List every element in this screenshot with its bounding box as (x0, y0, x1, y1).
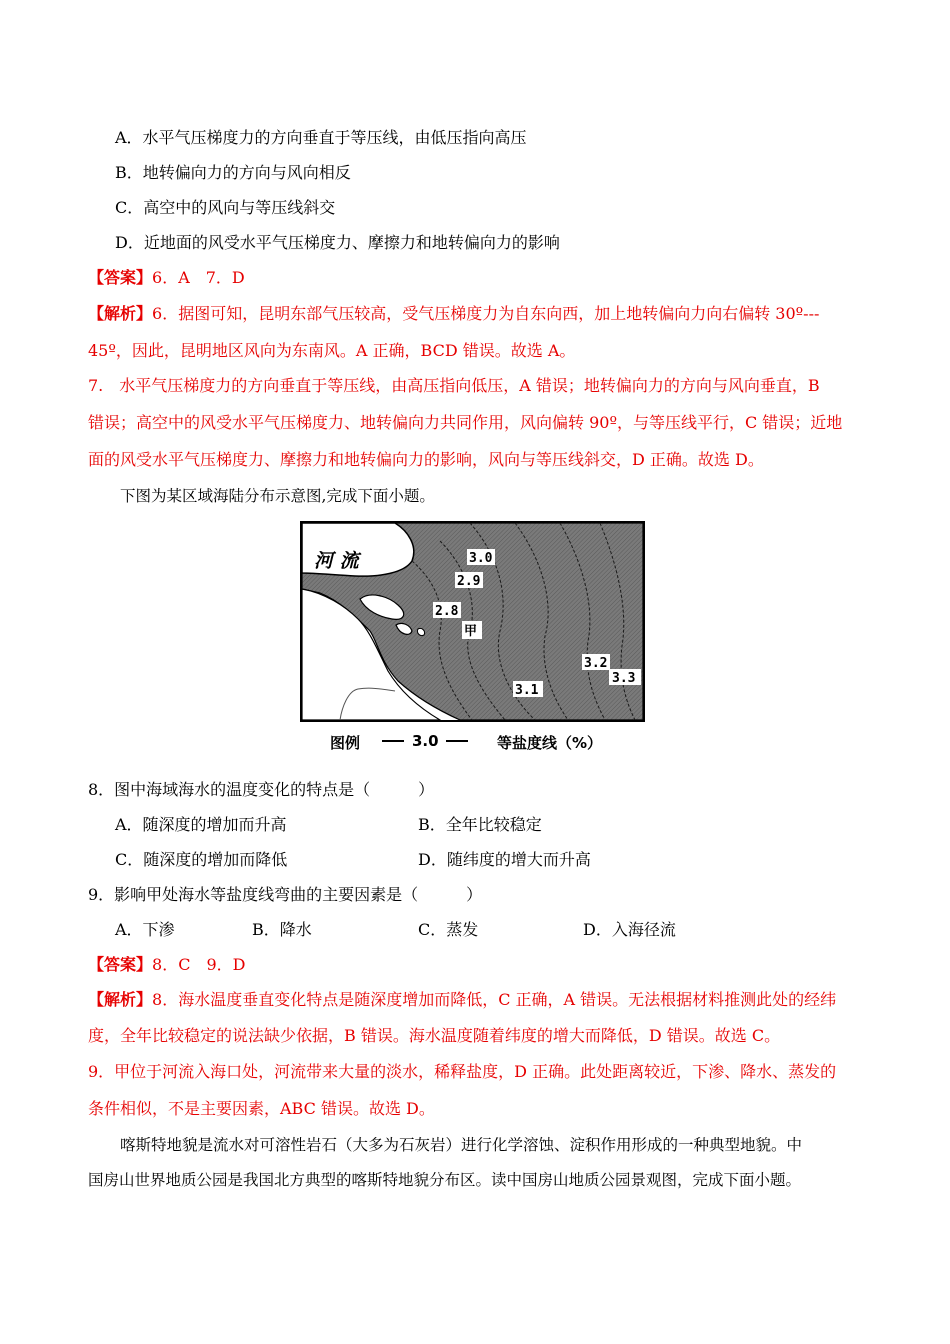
answer-text: 6．A 7．D (152, 268, 245, 287)
isoline-label-3-0: 3.0 (469, 551, 493, 566)
q8-option-b: B．全年比较稳定 (418, 815, 542, 834)
isoline-label-2-9: 2.9 (457, 574, 481, 589)
answer-text: 8．C 9．D (152, 955, 246, 974)
map-legend (300, 728, 645, 754)
analysis-label: 【解析】 (88, 990, 153, 1009)
analysis-label: 【解析】 (88, 304, 153, 323)
sea-land-salinity-map (300, 521, 645, 755)
legend-line-right (446, 740, 468, 742)
legend-value: 3.0 (412, 732, 439, 750)
legend-text: 等盐度线（%） (497, 734, 603, 752)
answer-label: 【答案】 (88, 268, 153, 287)
q7-option-b: B．地转偏向力的方向与风向相反 (115, 163, 351, 182)
point-jia-label: 甲 (464, 624, 478, 639)
isoline-label-3-3: 3.3 (612, 671, 636, 686)
intro-8-9: 下图为某区域海陆分布示意图,完成下面小题。 (120, 487, 435, 505)
q8-option-d: D．随纬度的增大而升高 (418, 850, 591, 869)
island-tiny (417, 628, 424, 635)
analysis-6-7-line1 (88, 304, 819, 324)
analysis-8-9-line1 (88, 990, 836, 1010)
analysis-6-7-line5: 面的风受水平气压梯度力、摩擦力和地转偏向力的影响，风向与等压线斜交，D 正确。故选 D。 (88, 450, 764, 469)
answer-6-7 (88, 268, 245, 288)
river-label: 河 流 (314, 550, 359, 572)
q8-option-a: A．随深度的增加而升高 (115, 815, 287, 834)
analysis-6-7-line2: 45º，因此，昆明地区风向为东南风。A 正确，BCD 错误。故选 A。 (88, 341, 576, 360)
analysis-8-9-line2: 度，全年比较稳定的说法缺少依据，B 错误。海水温度随着纬度的增大而降低，D 错误。故选 C。 (88, 1026, 781, 1045)
isoline-label-3-2: 3.2 (584, 656, 608, 671)
q7-option-d: D．近地面的风受水平气压梯度力、摩擦力和地转偏向力的影响 (115, 233, 560, 252)
legend-prefix: 图例 (330, 734, 361, 752)
q8-option-c: C．随深度的增加而降低 (115, 850, 288, 869)
q9-option-d: D．入海径流 (583, 920, 676, 939)
q9-option-a: A．下渗 (115, 920, 175, 939)
legend-line-left (382, 740, 404, 742)
answer-label: 【答案】 (88, 955, 153, 974)
analysis-text: 8．海水温度垂直变化特点是随深度增加而降低，C 正确，A 错误。无法根据材料推测此处的经纬 (152, 990, 837, 1009)
intro-karst-line2: 国房山世界地质公园是我国北方典型的喀斯特地貌分布区。读中国房山地质公园景观图，完成下面小题。 (88, 1171, 802, 1189)
analysis-8-9-line4: 条件相似，不是主要因素，ABC 错误。故选 D。 (88, 1099, 435, 1118)
analysis-text: 6．据图可知，昆明东部气压较高，受气压梯度力为自东向西，加上地转偏向力向右偏转 30º--- (152, 304, 820, 323)
isoline-label-3-1: 3.1 (515, 683, 539, 698)
intro-karst-line1: 喀斯特地貌是流水对可溶性岩石（大多为石灰岩）进行化学溶蚀、淀积作用形成的一种典型地貌。中 (120, 1136, 803, 1154)
analysis-6-7-line3: 7. 水平气压梯度力的方向垂直于等压线，由高压指向低压，A 错误；地转偏向力的方向与风向垂直，B (88, 376, 820, 395)
q9-stem: 9．影响甲处海水等盐度线弯曲的主要因素是（ ） (88, 885, 483, 904)
q7-option-a: A．水平气压梯度力的方向垂直于等压线，由低压指向高压 (115, 128, 527, 147)
analysis-6-7-line4: 错误；高空中的风受水平气压梯度力、地转偏向力共同作用，风向偏转 90º，与等压线平行，C 错误；近地 (88, 413, 843, 432)
q9-option-c: C．蒸发 (418, 920, 479, 939)
answer-8-9 (88, 955, 245, 975)
q9-option-b: B．降水 (252, 920, 312, 939)
analysis-8-9-line3: 9．甲位于河流入海口处，河流带来大量的淡水，稀释盐度，D 正确。此处距离较近，下渗、降水、蒸发的 (88, 1062, 837, 1081)
q8-stem: 8．图中海域海水的温度变化的特点是（ ） (88, 780, 435, 799)
isoline-label-2-8: 2.8 (435, 604, 459, 619)
q7-option-c: C．高空中的风向与等压线斜交 (115, 198, 336, 217)
